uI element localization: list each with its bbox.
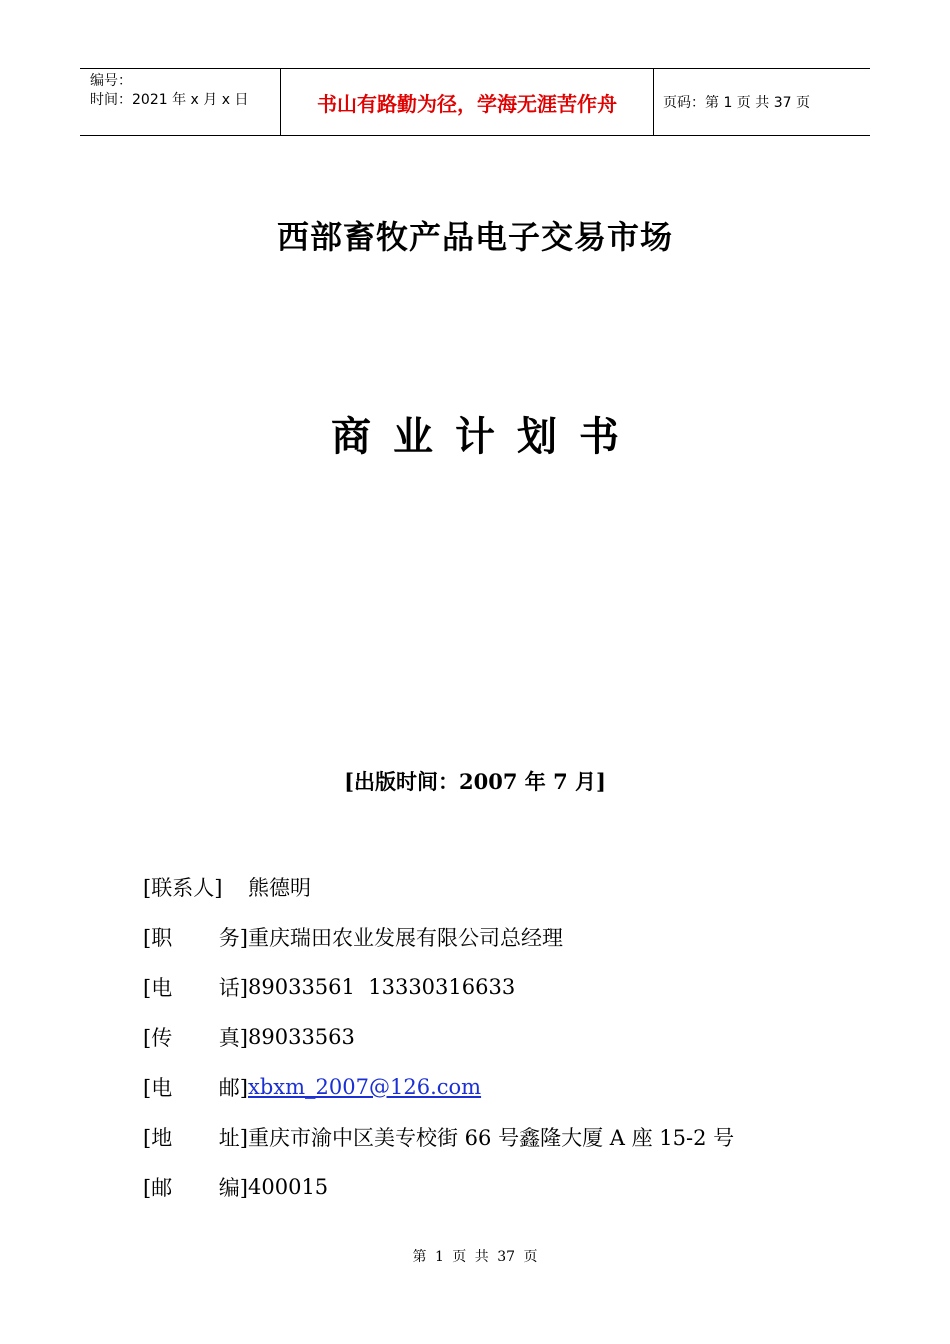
page-header — [80, 68, 870, 136]
contact-label-open: [传 — [143, 1026, 173, 1050]
contact-label-open: [电 — [143, 1076, 173, 1100]
contact-label-close: 真] — [218, 1026, 248, 1050]
contact-label — [143, 1122, 248, 1152]
contact-label-open: [职 — [143, 926, 173, 950]
contact-row-position — [143, 912, 863, 962]
contact-label-close: 话] — [218, 976, 248, 1000]
contact-label — [143, 1072, 248, 1102]
header-page-info: 页码：第 1 页 共 37 页 — [663, 95, 810, 111]
contact-label — [143, 922, 248, 952]
contact-value: 重庆瑞田农业发展有限公司总经理 — [248, 926, 563, 950]
contact-label-open: [电 — [143, 976, 173, 1000]
contact-label-open: [联系人] — [143, 876, 223, 900]
contact-row-person — [143, 862, 863, 912]
publication-date: [出版时间：2007 年 7 月] — [344, 769, 606, 794]
contact-label-close: 址] — [218, 1126, 248, 1150]
market-title: 西部畜牧产品电子交易市场 — [276, 218, 673, 256]
contact-value: 熊德明 — [248, 876, 311, 900]
contact-label — [143, 1022, 248, 1052]
contact-label-close: 务] — [218, 926, 248, 950]
document-number-label: 编号： — [90, 73, 132, 89]
contact-label-open: [地 — [143, 1126, 173, 1150]
contact-row-phone — [143, 962, 863, 1012]
contact-label — [143, 1172, 248, 1202]
contact-label-close: 邮] — [218, 1076, 248, 1100]
contact-row-fax — [143, 1012, 863, 1062]
contact-value: 400015 — [248, 1175, 329, 1199]
header-slogan: 书山有路勤为径，学海无涯苦作舟 — [281, 69, 654, 135]
contact-label-open: [邮 — [143, 1176, 173, 1200]
contact-list — [143, 862, 863, 1212]
contact-label-close: 编] — [218, 1176, 248, 1200]
contact-row-email — [143, 1062, 863, 1112]
contact-label — [143, 972, 248, 1002]
email-link[interactable]: xbxm_2007@126.com — [248, 1075, 482, 1099]
document-time-label: 时间：2021 年 x 月 x 日 — [90, 92, 249, 108]
header-meta — [80, 69, 281, 135]
page-footer: 第 1 页 共 37 页 — [412, 1249, 538, 1265]
contact-row-address — [143, 1112, 863, 1162]
contact-value: 重庆市渝中区美专校街 66 号鑫隆大厦 A 座 15-2 号 — [248, 1126, 735, 1150]
contact-label — [143, 872, 248, 902]
contact-value: 89033561 13330316633 — [248, 975, 516, 999]
contact-row-postcode — [143, 1162, 863, 1212]
contact-value: 89033563 — [248, 1025, 355, 1049]
document-title: 商业计划书 — [331, 413, 641, 460]
